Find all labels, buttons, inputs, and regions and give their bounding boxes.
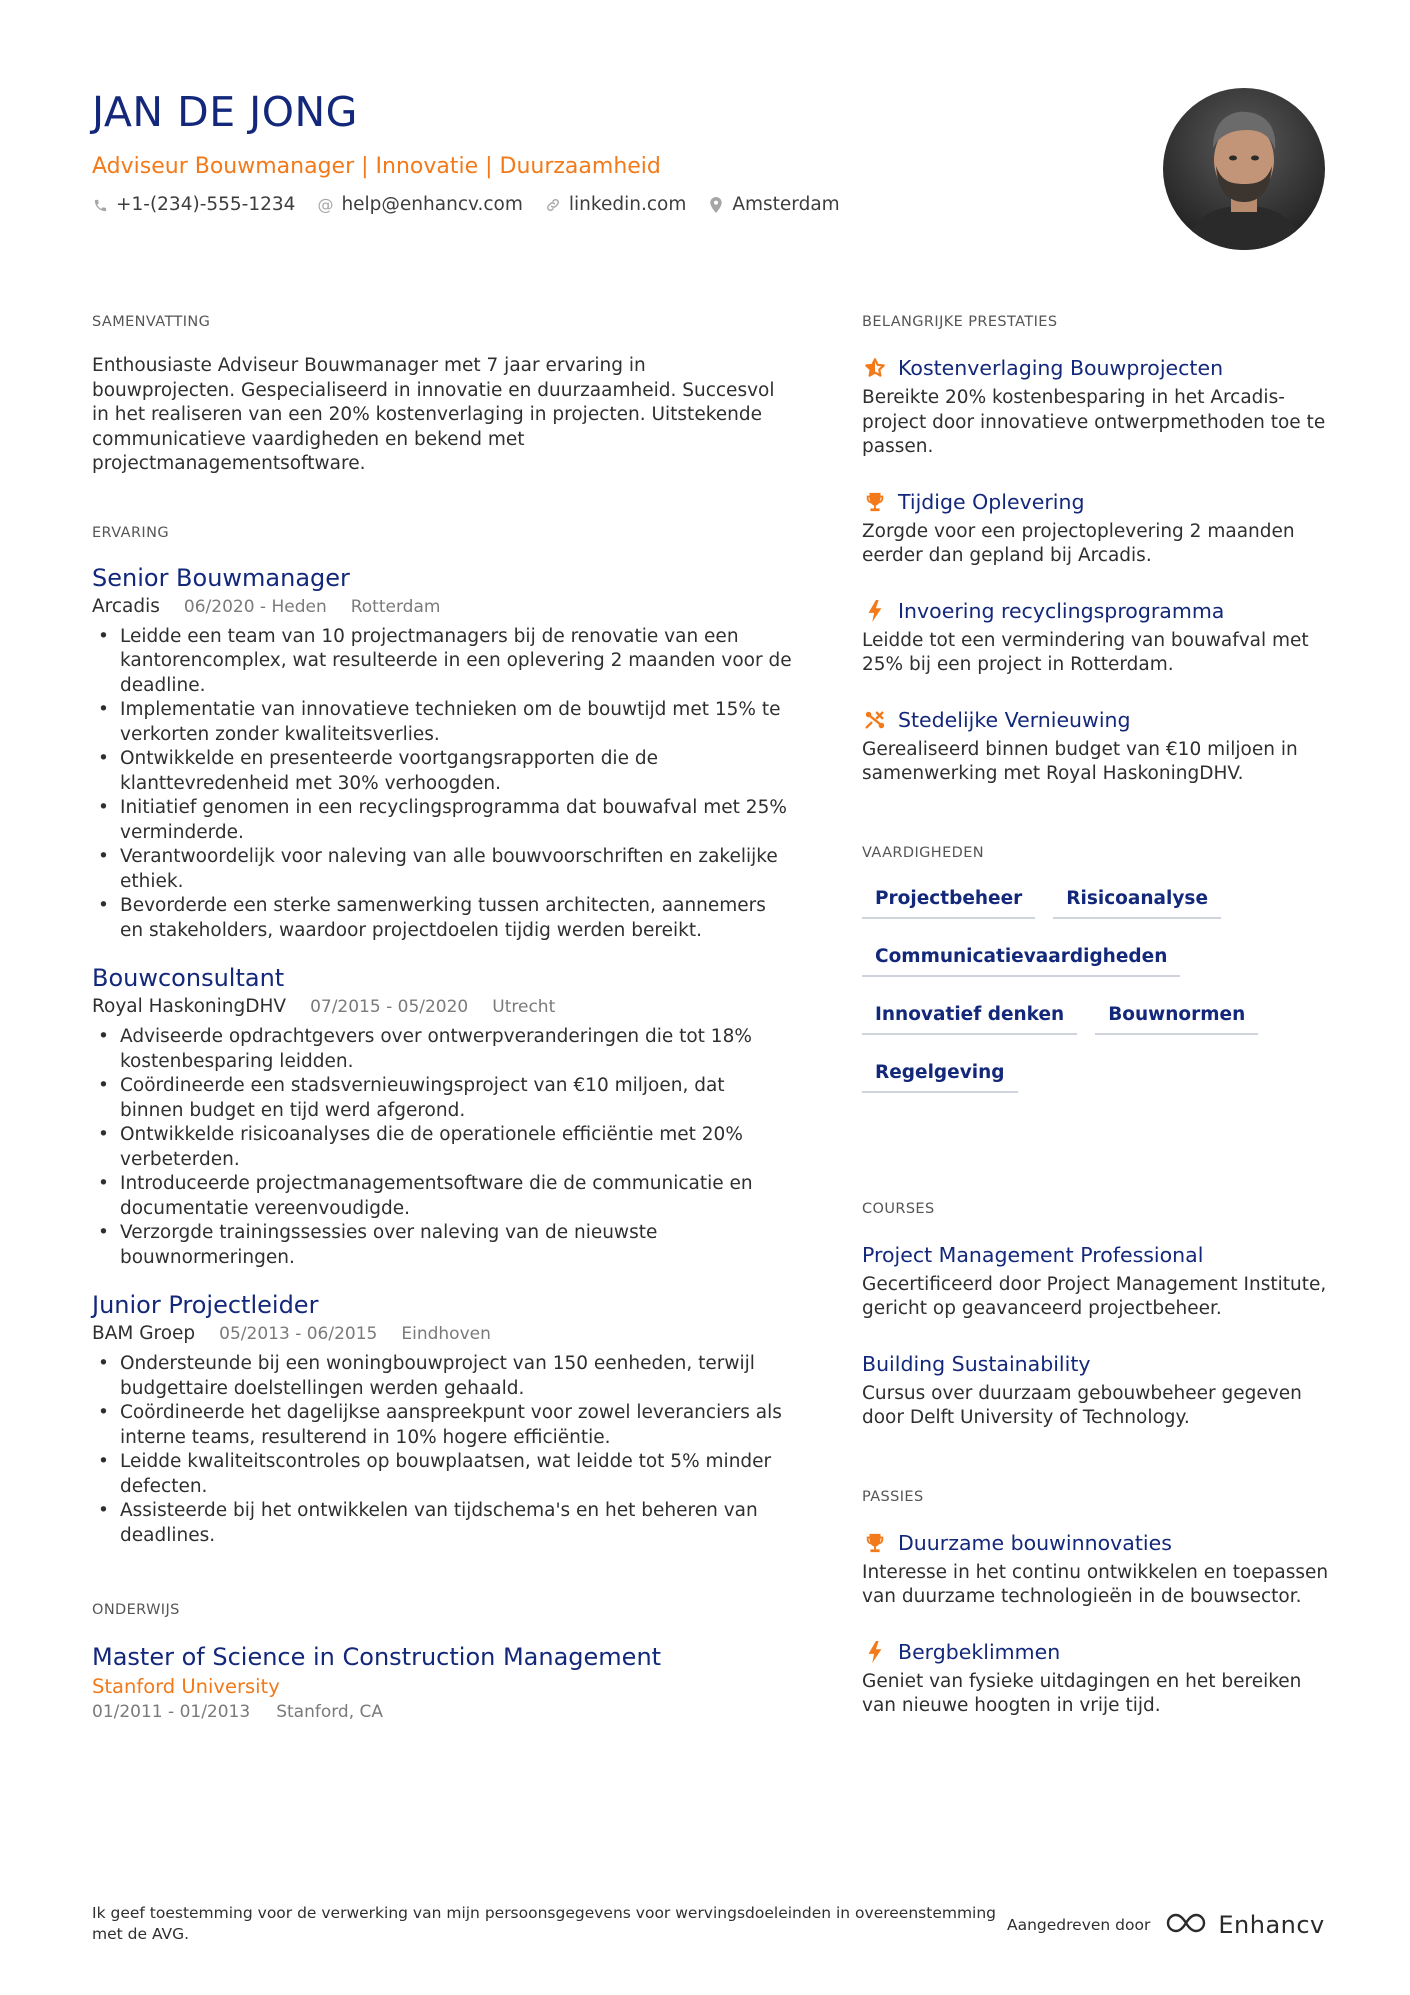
enhancv-logo-icon — [1164, 1911, 1210, 1939]
education-meta — [92, 1700, 792, 1724]
skill-tag: Regelgeving — [862, 1057, 1018, 1093]
section-title-experience: ERVARING — [92, 524, 169, 541]
job-company: BAM Groep — [92, 1323, 196, 1344]
education-location: Stanford, CA — [276, 1702, 384, 1722]
job-bullet: • Bevorderde een sterke samenwerking tussen architecten, aannemers en stakeholders, waardoor projectdoelen tijdig werden bereikt. — [92, 894, 792, 943]
course-text: Gecertificeerd door Project Management Institute, gericht op geavanceerd projectbeheer. — [862, 1273, 1327, 1319]
summary-text: Enthousiaste Adviseur Bouwmanager met 7 jaar ervaring in bouwprojecten. Gespecialiseerd in innovatie en duurzaamheid. Succesvol in het realiseren van een 20% kostenverlaging in projecten. Uitstekende communicatieve vaardigheden en bekend met projectmanagementsoftware. — [92, 355, 775, 474]
job-title: Bouwconsultant — [92, 964, 285, 992]
achievement-text: Gerealiseerd binnen budget van €10 miljoen in samenwerking met Royal HaskoningDHV. — [862, 738, 1298, 784]
job-entry — [92, 1290, 792, 1548]
powered-by[interactable] — [1007, 1911, 1325, 1939]
brand-name: Enhancv — [1218, 1911, 1325, 1939]
section-title-summary: SAMENVATTING — [92, 314, 211, 330]
section-title-courses: COURSES — [862, 1200, 935, 1217]
resume-header — [92, 86, 1132, 218]
job-bullet: • Adviseerde opdrachtgevers over ontwerpveranderingen die tot 18% kostenbesparing leidden. — [92, 1025, 792, 1074]
contact-info — [92, 192, 1132, 218]
job-bullet: • Ondersteunde bij een woningbouwproject van 150 eenheden, terwijl budgettaire doelstellingen werden gehaald. — [92, 1352, 792, 1401]
job-bullet: • Leidde een team van 10 projectmanagers bij de renovatie van een kantorencomplex, wat resulteerde in een oplevering 2 maanden voor de deadline. — [92, 625, 792, 699]
job-bullet: • Verzorgde trainingssessies over naleving van de nieuwste bouwnormeringen. — [92, 1221, 792, 1270]
skill-tag: Projectbeheer — [862, 883, 1035, 919]
achievement-item — [862, 354, 1332, 460]
profile-photo — [1163, 88, 1325, 250]
job-entry — [92, 563, 792, 944]
achievements-section — [862, 312, 1332, 787]
job-bullet: • Ontwikkelde en presenteerde voortgangsrapporten die de klanttevredenheid met 30% verhoogden. — [92, 747, 792, 796]
left-column — [92, 312, 792, 1724]
powered-by-label: Aangedreven door — [1007, 1916, 1151, 1934]
achievement-head — [862, 597, 1332, 625]
achievement-text: Bereikte 20% kostenbesparing in het Arcadis-project door innovatieve ontwerpmethoden toe te passen. — [862, 387, 1326, 457]
job-meta — [92, 995, 792, 1019]
phone-text: +1-(234)-555-1234 — [116, 194, 296, 215]
linkedin-text: linkedin.com — [568, 194, 687, 215]
job-bullet: • Introduceerde projectmanagementsoftware die de communicatie en documentatie vereenvoudigde. — [92, 1172, 792, 1221]
consent-note: Ik geef toestemming voor de verwerking van mijn persoonsgegevens voor wervingsdoeleinden in overeenstemming met de AVG. — [92, 1904, 997, 1943]
experience-section — [92, 523, 792, 1549]
passion-head — [862, 1529, 1332, 1557]
job-bullet: • Ontwikkelde risicoanalyses die de operationele efficiëntie met 20% verbeterden. — [92, 1123, 792, 1172]
job-location: Utrecht — [492, 997, 556, 1017]
location-text: Amsterdam — [732, 194, 840, 215]
summary-section — [92, 312, 792, 477]
passion-head — [862, 1638, 1332, 1666]
job-bullet: • Coördineerde een stadsvernieuwingsproject van €10 miljoen, dat binnen budget en tijd werd afgerond. — [92, 1074, 792, 1123]
passion-title: Bergbeklimmen — [898, 1639, 1061, 1664]
achievement-head — [862, 488, 1332, 516]
at-icon: @ — [317, 195, 334, 214]
job-bullets — [92, 625, 792, 944]
job-entry — [92, 963, 792, 1270]
job-location: Eindhoven — [401, 1324, 491, 1344]
job-company: Arcadis — [92, 595, 160, 617]
right-column — [862, 312, 1332, 1719]
job-bullet: • Verantwoordelijk voor naleving van alle bouwvoorschriften en zakelijke ethiek. — [92, 845, 792, 894]
trophy-icon — [862, 489, 888, 515]
education-dates: 01/2011 - 01/2013 — [92, 1702, 251, 1722]
job-bullets — [92, 1352, 792, 1548]
achievement-text: Leidde tot een vermindering van bouwafval met 25% bij een project in Rotterdam. — [862, 629, 1309, 675]
contact-email[interactable] — [317, 192, 522, 218]
education-school: Stanford University — [92, 1675, 280, 1698]
achievement-item — [862, 488, 1332, 569]
contact-location — [708, 192, 839, 218]
job-location: Rotterdam — [350, 596, 441, 617]
star-icon — [862, 355, 888, 381]
achievement-text: Zorgde voor een projectoplevering 2 maanden eerder dan gepland bij Arcadis. — [862, 520, 1295, 566]
skill-tag: Risicoanalyse — [1053, 883, 1221, 919]
contact-phone[interactable] — [92, 192, 295, 218]
skill-tag: Communicatievaardigheden — [862, 941, 1180, 977]
candidate-headline: Adviseur Bouwmanager | Innovatie | Duurzaamheid — [92, 154, 661, 179]
candidate-name: JAN DE JONG — [92, 88, 358, 136]
section-title-education: ONDERWIJS — [92, 1602, 180, 1618]
achievement-title: Kostenverlaging Bouwprojecten — [898, 356, 1224, 380]
email-text: help@enhancv.com — [341, 194, 523, 215]
passion-text: Interesse in het continu ontwikkelen en toepassen van duurzame technologieën in de bouwsector. — [862, 1561, 1329, 1607]
skill-tag: Innovatief denken — [862, 999, 1077, 1035]
job-title: Senior Bouwmanager — [92, 563, 350, 592]
job-bullets — [92, 1025, 792, 1270]
location-pin-icon — [708, 197, 724, 213]
link-icon — [545, 197, 561, 213]
section-title-achievements: BELANGRIJKE PRESTATIES — [862, 314, 1058, 330]
course-title: Building Sustainability — [862, 1351, 1091, 1376]
job-title: Junior Projectleider — [92, 1291, 319, 1319]
job-bullet: • Initiatief genomen in een recyclingsprogramma dat bouwafval met 25% verminderde. — [92, 796, 792, 845]
passion-item — [862, 1638, 1332, 1719]
job-dates: 06/2020 - Heden — [183, 596, 327, 617]
job-dates: 05/2013 - 06/2015 — [219, 1324, 378, 1344]
education-degree: Master of Science in Construction Management — [92, 1643, 662, 1671]
job-meta — [92, 1322, 792, 1346]
achievement-head — [862, 354, 1332, 382]
skill-tag: Bouwnormen — [1095, 999, 1258, 1035]
job-dates: 07/2015 - 05/2020 — [310, 997, 469, 1017]
route-icon — [862, 707, 888, 733]
courses-section — [862, 1199, 1332, 1431]
course-text: Cursus over duurzaam gebouwbeheer gegeven door Delft University of Technology. — [862, 1382, 1302, 1428]
course-item — [862, 1241, 1332, 1322]
section-title-skills: VAARDIGHEDEN — [862, 844, 985, 861]
job-bullet: • Implementatie van innovatieve technieken om de bouwtijd met 15% te verkorten zonder kwaliteitsverlies. — [92, 698, 792, 747]
job-bullet: • Leidde kwaliteitscontroles op bouwplaatsen, wat leidde tot 5% minder defecten. — [92, 1450, 792, 1499]
achievement-title: Invoering recyclingsprogramma — [898, 598, 1225, 623]
job-bullet: • Coördineerde het dagelijkse aanspreekpunt voor zowel leveranciers als interne teams, resulterend in 10% hogere efficiëntie. — [92, 1401, 792, 1450]
section-title-passions: PASSIES — [862, 1488, 924, 1505]
job-meta — [92, 595, 792, 619]
passion-title: Duurzame bouwinnovaties — [898, 1530, 1172, 1555]
phone-icon — [92, 198, 108, 213]
trophy-icon — [862, 1530, 888, 1556]
passions-section — [862, 1487, 1332, 1719]
education-section — [92, 1600, 792, 1724]
job-bullet: • Assisteerde bij het ontwikkelen van tijdschema's en het beheren van deadlines. — [92, 1499, 792, 1548]
achievement-item — [862, 706, 1332, 787]
job-company: Royal HaskoningDHV — [92, 996, 287, 1017]
course-title: Project Management Professional — [862, 1242, 1204, 1267]
contact-linkedin[interactable] — [545, 192, 686, 218]
lightning-icon — [862, 598, 888, 624]
achievement-title: Stedelijke Vernieuwing — [898, 707, 1131, 732]
lightning-icon — [862, 1639, 888, 1665]
skills-list — [862, 883, 1332, 1115]
passion-item — [862, 1529, 1332, 1610]
skills-section — [862, 843, 1332, 1115]
passion-text: Geniet van fysieke uitdagingen en het bereiken van nieuwe hoogten in vrije tijd. — [862, 1670, 1302, 1716]
achievement-head — [862, 706, 1332, 734]
achievement-item — [862, 597, 1332, 678]
achievement-title: Tijdige Oplevering — [898, 489, 1085, 514]
course-item — [862, 1350, 1332, 1431]
